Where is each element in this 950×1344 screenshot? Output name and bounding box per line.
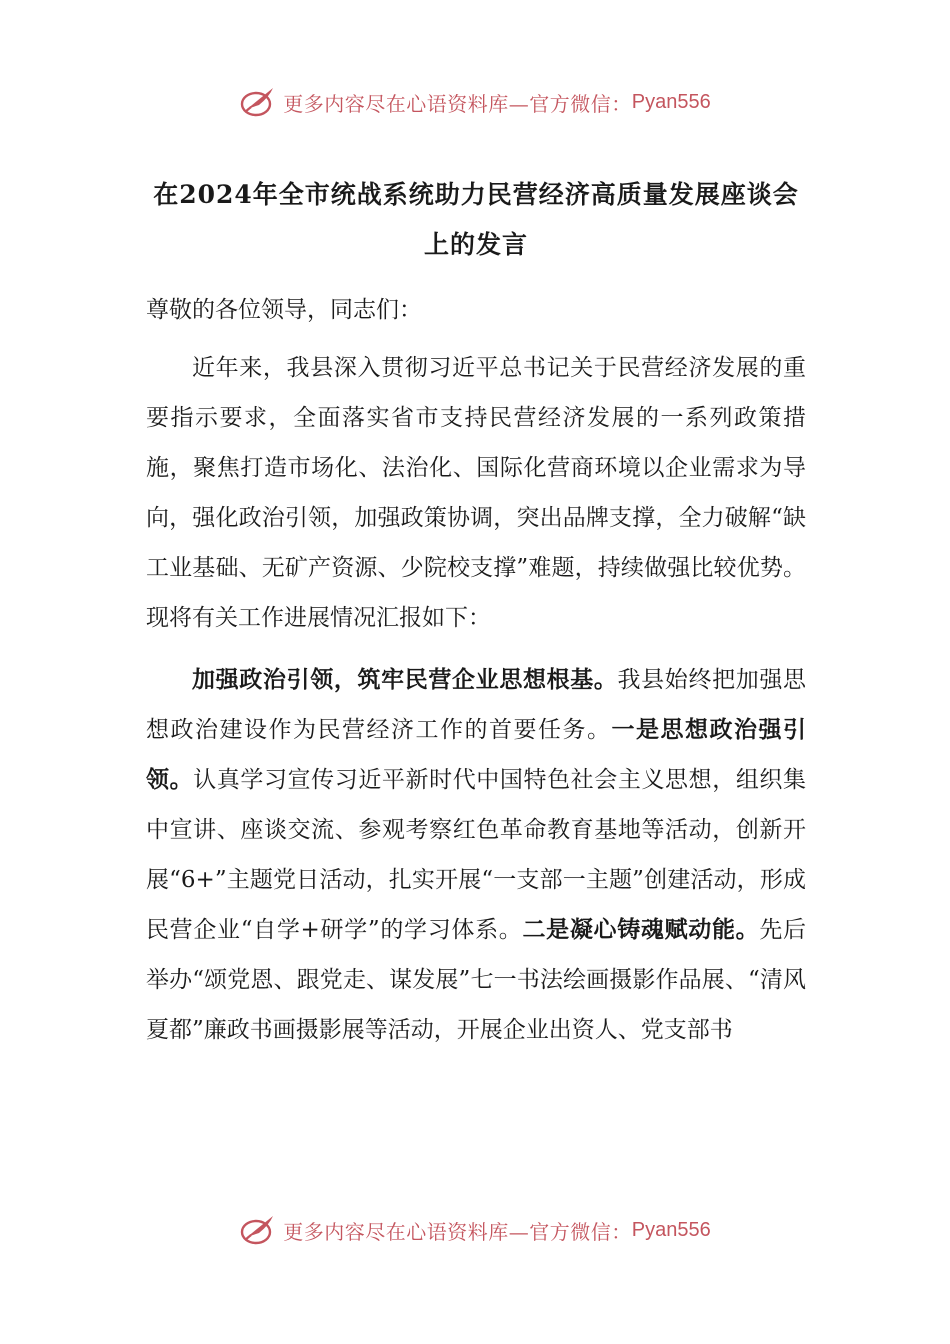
watermark-text: 更多内容尽在心语资料库—官方微信： <box>283 91 632 116</box>
watermark-handle: Pyan556 <box>631 1218 711 1241</box>
section-text: 我县始终把加强思想政治建设作为民营经济工作的首要任务。 <box>146 667 807 743</box>
quill-pen-icon <box>239 1213 277 1247</box>
paragraph-intro: 近年来，我县深入贯彻习近平总书记关于民营经济发展的重要指示要求，全面落实省市支持民营经济发展的一系列政策措施，聚焦打造市场化、法治化、国际化营商环境以企业需求为导向，强化政治引领，加强政策协调，突出品牌支撑，全力破解“缺工业基础、无矿产资源、少院校支撑”难题，持续做强比较优势。现将有关工作进展情况汇报如下： <box>146 355 806 631</box>
quill-pen-icon <box>239 85 277 119</box>
watermark-text: 更多内容尽在心语资料库—官方微信： <box>283 1219 632 1244</box>
point-one-heading: 一是思想政治强引领。 <box>146 716 806 793</box>
point-two-heading: 二是凝心铸魂赋动能。 <box>522 916 760 943</box>
section-heading: 加强政治引领，筑牢民营企业思想根基。 <box>192 666 618 693</box>
point-one-text: 认真学习宣传习近平新时代中国特色社会主义思想，组织集中宣讲、座谈交流、参观考察红色革命教育基地等活动，创新开展“6+”主题党日活动，扎实开展“一支部一主题”创建活动，形成民营企业“自学+研学”的学习体系。 <box>146 767 807 943</box>
watermark-banner-bottom <box>0 1210 950 1250</box>
watermark-banner-top <box>0 82 950 122</box>
document-title: 在2024年全市统战系统助力民营经济高质量发展座谈会上的发言 <box>153 180 799 259</box>
paragraph-political-guidance <box>146 655 806 1055</box>
document-body <box>146 285 806 1055</box>
watermark-handle: Pyan556 <box>631 90 711 113</box>
point-two-text: 先后举办“颂党恩、跟党走、谋发展”七一书法绘画摄影作品展、“清风夏都”廉政书画摄影展等活动，开展企业出资人、党支部书 <box>146 917 806 1043</box>
greeting: 尊敬的各位领导，同志们： <box>146 297 422 323</box>
